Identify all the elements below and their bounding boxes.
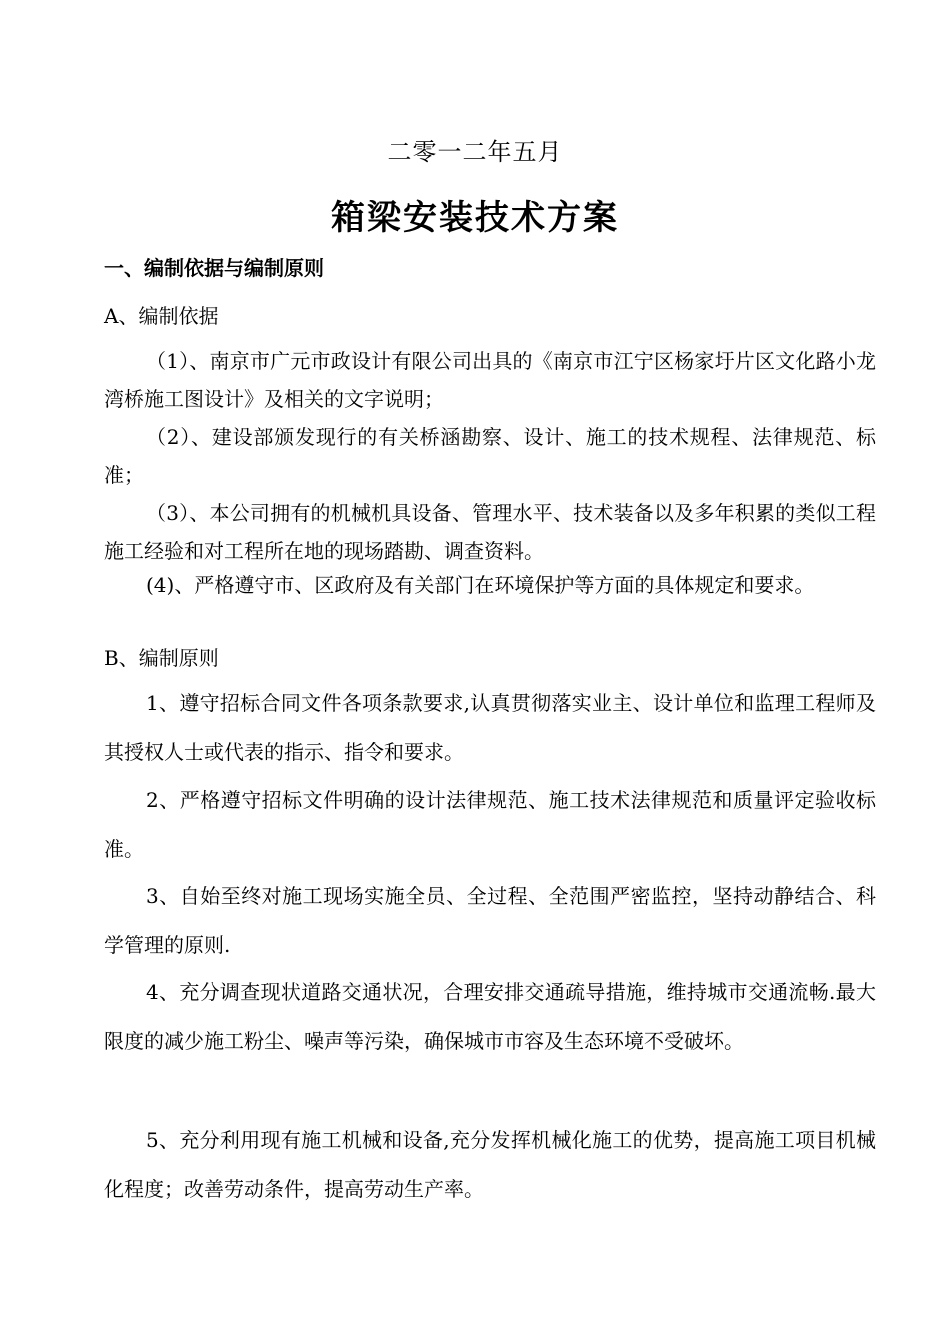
principle-item-3: 3、自始至终对施工现场实施全员、全过程、全范围严密监控，坚持动静结合、科学管理的原则. <box>104 884 876 957</box>
principle-item-2: 2、严格遵守招标文件明确的设计法律规范、施工技术法律规范和质量评定验收标准。 <box>104 788 876 861</box>
basis-item-4: (4)、严格遵守市、区政府及有关部门在环境保护等方面的具体规定和要求。 <box>146 573 815 597</box>
principle-item-1: 1、遵守招标合同文件各项条款要求,认真贯彻落实业主、设计单位和监理工程师及其授权人士或代表的指示、指令和要求。 <box>104 691 876 764</box>
basis-item-2: （2）、建设部颁发现行的有关桥涵勘察、设计、施工的技术规程、法律规范、标准； <box>104 425 876 487</box>
part-b-heading: B、编制原则 <box>104 646 219 670</box>
part-a-heading: A、编制依据 <box>104 304 219 328</box>
principle-item-5: 5、充分利用现有施工机械和设备,充分发挥机械化施工的优势，提高施工项目机械化程度；改善劳动条件，提高劳动生产率。 <box>104 1128 876 1201</box>
principle-item-4: 4、充分调查现状道路交通状况，合理安排交通疏导措施，维持城市交通流畅.最大限度的减少施工粉尘、噪声等污染，确保城市市容及生态环境不受破坏。 <box>104 980 876 1053</box>
document-date: 二零一二年五月 <box>387 138 563 166</box>
basis-item-3: （3）、本公司拥有的机械机具设备、管理水平、技术装备以及多年积累的类似工程施工经验和对工程所在地的现场踏勘、调查资料。 <box>104 501 876 563</box>
document-title: 箱梁安装技术方案 <box>331 198 619 238</box>
section-heading: 一、编制依据与编制原则 <box>104 256 324 280</box>
basis-item-1: （1）、南京市广元市政设计有限公司出具的《南京市江宁区杨家圩片区文化路小龙湾桥施工图设计》及相关的文字说明； <box>104 349 876 411</box>
